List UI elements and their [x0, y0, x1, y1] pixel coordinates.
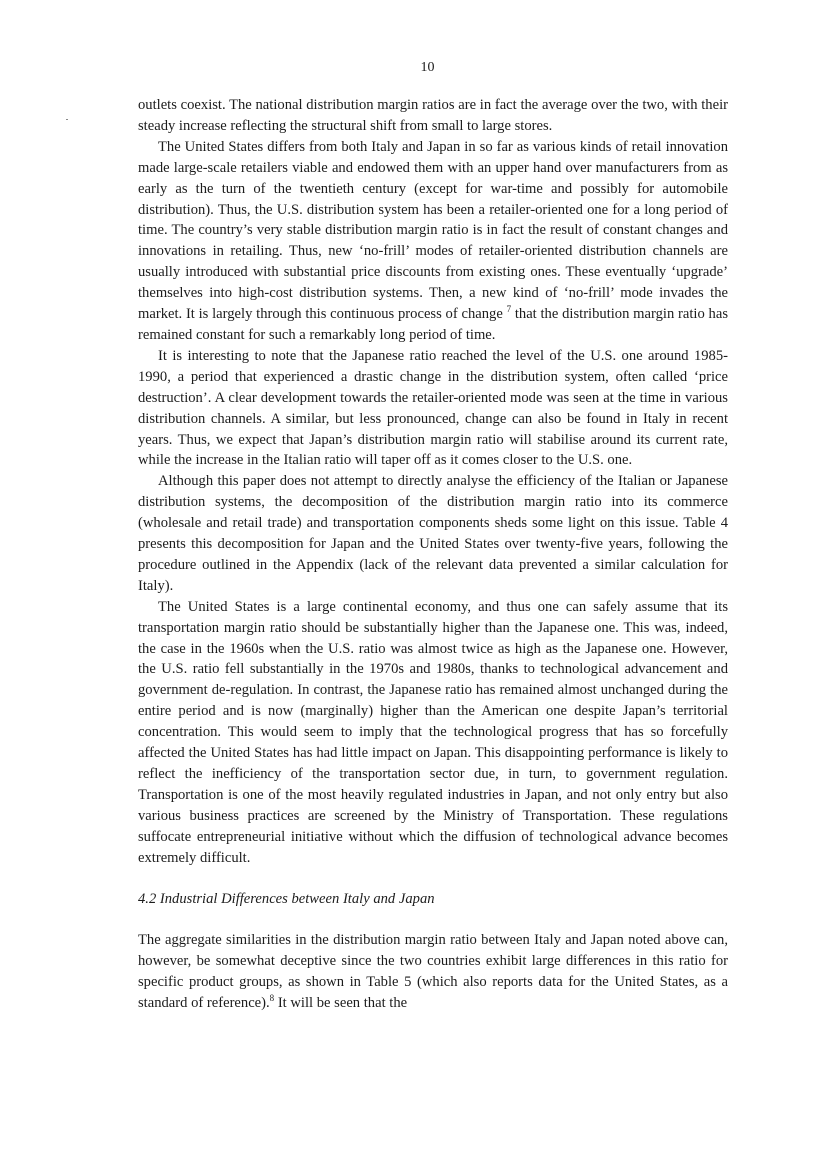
footnote-ref-7: 7	[506, 304, 512, 315]
paragraph-decomposition: Although this paper does not attempt to directly analyse the efficiency of the Italian or Japanese distribution systems, the decomposition of the distribution margin ratio into its commerce (wholesale and retail trade) and transportation components sheds some light on this issue. Table 4 presents this decomposition for Japan and the United States over twenty-five years, following the procedure outlined in the Appendix (lack of the relevant data prevented a similar calculation for Italy).	[138, 473, 728, 594]
footnote-ref-8: 8	[269, 993, 275, 1004]
paragraph-continued: outlets coexist. The national distribution margin ratios are in fact the average over the two, with their steady increase reflecting the structural shift from small to large stores.	[138, 97, 728, 134]
paragraph-industrial-differences	[138, 930, 728, 1014]
paragraph-text: It will be seen that the	[274, 995, 408, 1012]
document-body	[138, 95, 728, 1014]
paragraph-text: The aggregate similarities in the distribution margin ratio between Italy and Japan noted above can, however, be somewhat deceptive since the two countries exhibit large differences in this ratio for specific product groups, as shown in Table 5 (which also reports data for the United States, as a standard of reference).	[138, 932, 728, 1012]
scan-mark	[66, 119, 68, 120]
paragraph-text: The United States differs from both Italy and Japan in so far as various kinds of retail innovation made large-scale retailers viable and endowed them with an upper hand over manufacturers from as early as the turn of the twentieth century (except for war-time and possibly for automobile distribution). Thus, the U.S. distribution system has been a retailer-oriented one for a long period of time. The country’s very stable distribution margin ratio is in fact the result of constant changes and innovations in retailing. Thus, new ‘no-frill’ modes of retailer-oriented distribution channels are usually introduced with substantial price discounts from existing ones. These eventually ‘upgrade’ themselves into high-cost distribution systems. Then, a new kind of ‘no-frill’ mode invades the market. It is largely through this continuous process of change	[138, 138, 728, 323]
page-number: 10	[420, 60, 435, 75]
paragraph-us-retail	[138, 137, 728, 346]
paragraph-japan-ratio: It is interesting to note that the Japanese ratio reached the level of the U.S. one around 1985-1990, a period that experienced a drastic change in the distribution system, often called ‘price destruction’. A clear development towards the retailer-oriented mode was seen at the time in various distribution channels. A similar, but less pronounced, change can also be found in Italy in recent years. Thus, we expect that Japan’s distribution margin ratio will stabilise around its current rate, while the increase in the Italian ratio will taper off as it comes closer to the U.S. one.	[138, 347, 728, 469]
paragraph-transportation: The United States is a large continental economy, and thus one can safely assume that its transportation margin ratio should be substantially higher than the Japanese one. This was, indeed, the case in the 1960s when the U.S. ratio was almost twice as high as the Japanese one. However, the U.S. ratio fell substantially in the 1970s and 1980s, thanks to technological advancement and government de-regulation. In contrast, the Japanese ratio has remained almost unchanged during the entire period and is now (marginally) higher than the American one despite Japan’s territorial concentration. This would seem to imply that the technological progress that has so forcefully affected the United States has had little impact on Japan. This disappointing performance is likely to reflect the inefficiency of the transportation sector due, in turn, to government regulation. Transportation is one of the most heavily regulated industries in Japan, and not only entry but also various business practices are screened by the Ministry of Transportation. These regulations suffocate entrepreneurial initiative without which the diffusion of technological advance becomes extremely difficult.	[138, 598, 728, 866]
section-heading: 4.2 Industrial Differences between Italy and Japan	[138, 890, 435, 907]
paragraph-text: that the distribution margin ratio has remained constant for such a remarkably long period of time.	[138, 306, 728, 343]
